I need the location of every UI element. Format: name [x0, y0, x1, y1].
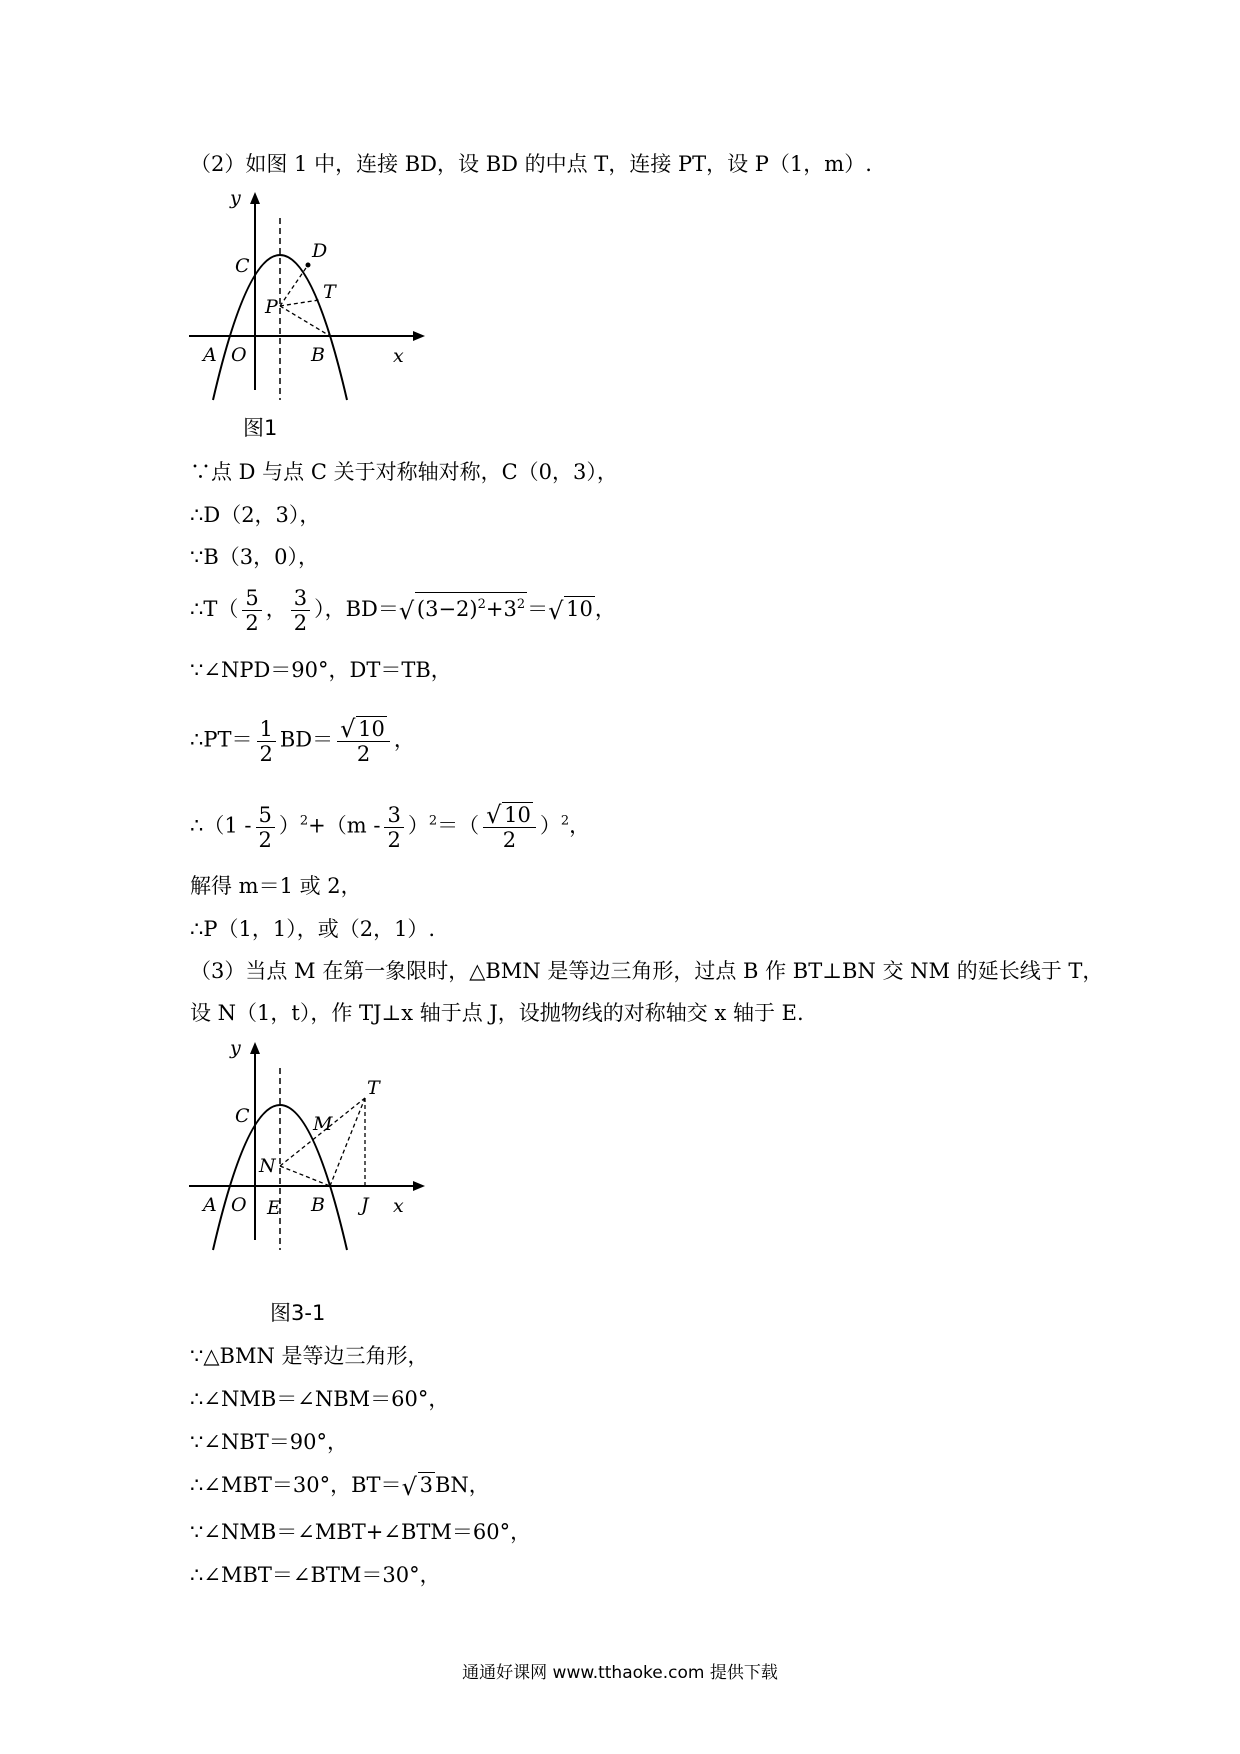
fig2-label-o: O: [231, 1194, 247, 1216]
figure-3-1-diagram: [185, 1037, 435, 1255]
denominator: 2: [242, 610, 261, 635]
section2-line-9: ∴P（1，1），或（2，1）.: [190, 917, 436, 941]
radicand: [415, 592, 527, 621]
denominator: 2: [256, 827, 275, 852]
section3-line-5: ∵∠NMB＝∠MBT+∠BTM＝60°，: [190, 1520, 532, 1544]
radical-sign-icon: √: [340, 715, 356, 743]
text-segment: ∴PT＝: [190, 727, 253, 752]
text-segment: ＝（: [437, 813, 480, 838]
fraction: [384, 803, 403, 852]
denominator: 2: [291, 610, 310, 635]
denominator: 2: [483, 827, 536, 852]
fig2-label-j: J: [361, 1194, 369, 1216]
fig1-label-x: x: [393, 345, 404, 367]
fig2-label-b: B: [311, 1194, 325, 1216]
text-segment: +3: [485, 597, 517, 621]
fig2-label-e: E: [267, 1197, 281, 1219]
figure-1-caption: 图1: [243, 416, 278, 440]
section2-intro: （2）如图 1 中，连接 BD，设 BD 的中点 T，连接 PT，设 P（1，m）.: [190, 152, 872, 176]
exponent: 2: [477, 597, 486, 612]
exponent: 2: [428, 813, 438, 829]
text-segment: ，: [594, 597, 616, 621]
fraction: [242, 586, 261, 635]
text-segment: ＝: [527, 597, 549, 621]
page-footer: 通通好课网 www.tthaoke.com 提供下载: [462, 1663, 778, 1683]
fraction: [483, 802, 536, 852]
section2-line-2: ∴D（2，3），: [190, 503, 321, 527]
text-segment: ∴T（: [190, 597, 239, 621]
text-segment: ∴（1 -: [190, 813, 252, 838]
text-segment: ，: [265, 597, 287, 621]
numerator: [483, 802, 536, 827]
numerator: 1: [259, 716, 273, 741]
fig1-label-b: B: [311, 344, 325, 366]
square-root: [399, 592, 527, 623]
radical-sign-icon: √: [401, 1473, 417, 1501]
section3-line-1: ∵△BMN 是等边三角形，: [190, 1344, 429, 1368]
text-segment: ，: [569, 813, 591, 838]
square-root: [548, 595, 595, 623]
radicand: 10: [504, 803, 531, 827]
exponent: 2: [560, 813, 570, 829]
text-segment: BN，: [434, 1473, 490, 1497]
text-segment: ）: [407, 813, 429, 838]
fig1-label-d: D: [312, 240, 328, 262]
denominator: 2: [384, 827, 403, 852]
radicand: 3: [419, 1473, 433, 1497]
fig1-label-a: A: [203, 344, 217, 366]
section3-intro-1: （3）当点 M 在第一象限时，△BMN 是等边三角形，过点 B 作 BT⊥BN 交 NM 的延长线于 T，: [190, 959, 1104, 983]
section3-line-3: ∵∠NBT＝90°，: [190, 1430, 348, 1454]
fig1-label-y: y: [230, 187, 241, 209]
fig1-label-o: O: [231, 344, 247, 366]
fraction: [337, 716, 390, 766]
numerator: 3: [293, 586, 308, 610]
section2-line-6: [190, 716, 415, 766]
fig2-label-x: x: [393, 1195, 404, 1217]
fig1-label-t: T: [323, 281, 336, 303]
fig2-label-c: C: [235, 1105, 250, 1127]
text-segment: +（m -: [308, 813, 381, 838]
exponent: 2: [299, 813, 309, 829]
numerator: 3: [387, 802, 401, 827]
text-segment: ）: [278, 813, 300, 838]
figure-1-diagram: [185, 187, 435, 405]
square-root: [340, 716, 387, 741]
radicand: 10: [358, 717, 385, 741]
text-segment: ∴∠MBT＝30°，BT＝: [190, 1473, 402, 1497]
radical-sign-icon: √: [398, 597, 415, 625]
fig2-label-t: T: [367, 1077, 380, 1099]
section2-line-3: ∵B（3，0），: [190, 545, 320, 569]
section2-line-1: ∵点 D 与点 C 关于对称轴对称，C（0，3），: [190, 460, 618, 484]
radicand: 10: [566, 597, 593, 621]
section3-intro-2: 设 N（1，t），作 TJ⊥x 轴于点 J，设抛物线的对称轴交 x 轴于 E.: [190, 1001, 804, 1025]
section2-line-4: [190, 586, 616, 635]
numerator: [337, 716, 390, 741]
text-segment: BD＝: [279, 727, 334, 752]
section3-line-2: ∴∠NMB＝∠NBM＝60°，: [190, 1387, 450, 1411]
radical-sign-icon: √: [548, 597, 564, 625]
denominator: 2: [337, 741, 390, 766]
section2-line-8: 解得 m＝1 或 2，: [190, 874, 362, 898]
fig2-label-n: N: [259, 1155, 276, 1177]
exponent: 2: [516, 597, 526, 612]
fig1-label-c: C: [235, 255, 250, 277]
square-root: [402, 1471, 435, 1499]
text-segment: ），BD＝: [314, 597, 399, 621]
square-root: [486, 802, 533, 827]
fraction: [256, 803, 275, 852]
section3-line-6: ∴∠MBT＝∠BTM＝30°，: [190, 1563, 441, 1587]
section2-line-7: [190, 802, 590, 852]
fig2-label-m: M: [313, 1113, 333, 1135]
figure-3-1-caption: 图3-1: [270, 1301, 326, 1325]
section3-line-4: [190, 1471, 490, 1499]
fraction: [291, 586, 310, 635]
text-segment: ，: [393, 727, 415, 752]
denominator: 2: [257, 741, 276, 766]
section2-line-5: ∵∠NPD＝90°，DT＝TB，: [190, 658, 452, 682]
text-segment: (3−2): [416, 597, 478, 621]
radical-sign-icon: √: [486, 801, 502, 829]
fig2-label-a: A: [203, 1194, 217, 1216]
numerator: 5: [258, 802, 272, 827]
fig2-label-y: y: [230, 1037, 241, 1059]
fraction: [257, 717, 276, 766]
numerator: 5: [245, 586, 259, 610]
fig1-label-p: P: [265, 296, 278, 318]
text-segment: ）: [539, 813, 561, 838]
